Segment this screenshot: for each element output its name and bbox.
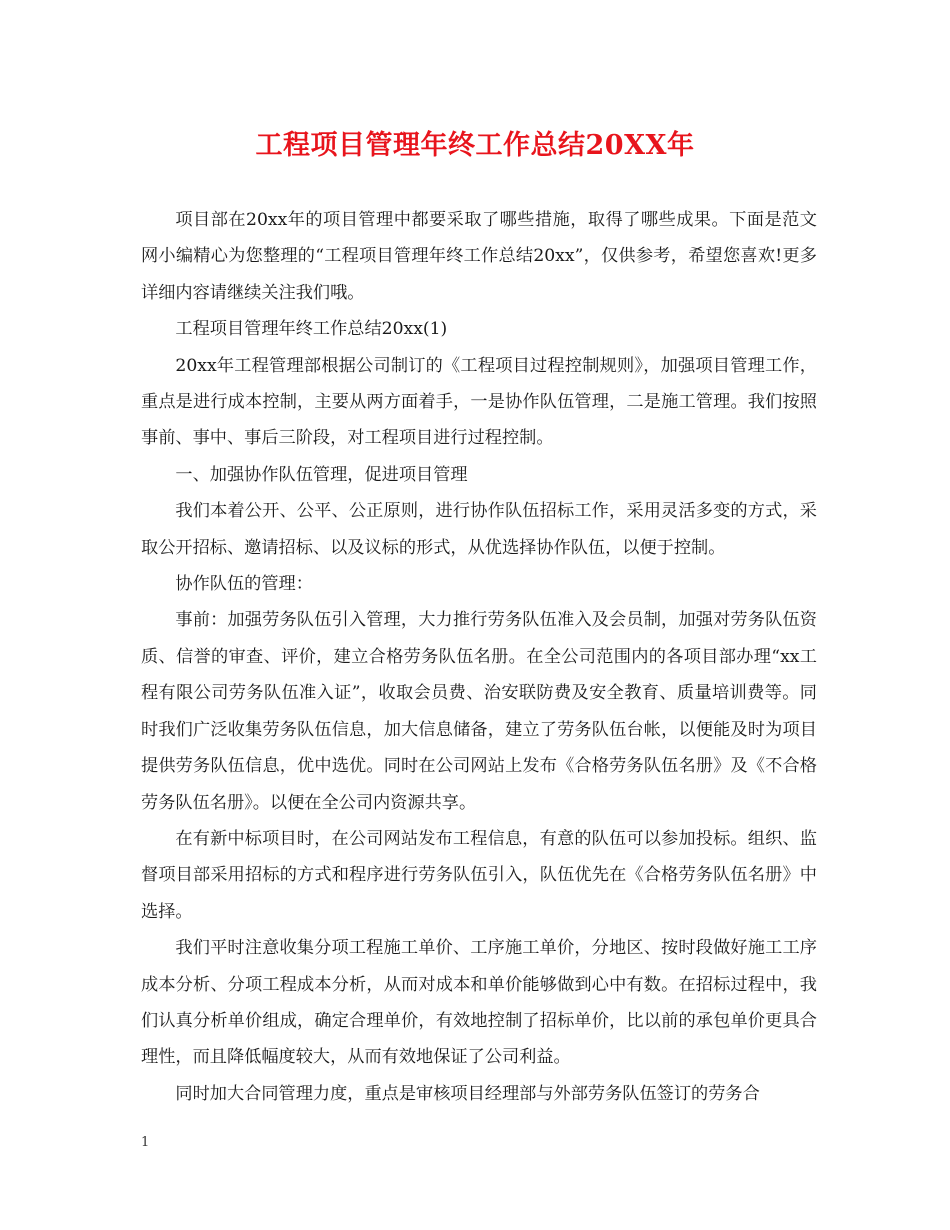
paragraph: 20xx年工程管理部根据公司制订的《工程项目过程控制规则》，加强项目管理工作，重点是进行成本控制，主要从两方面着手，一是协作队伍管理，二是施工管理。我们按照事前、事中、事后三阶段，对工程项目进行过程控制。: [141, 355, 817, 449]
document-title: 工程项目管理年终工作总结20XX年: [255, 130, 695, 161]
paragraph: 在有新中标项目时，在公司网站发布工程信息，有意的队伍可以参加投标。组织、监督项目部采用招标的方式和程序进行劳务队伍引入，队伍优先在《合格劳务队伍名册》中选择。: [141, 828, 817, 922]
paragraph: 我们平时注意收集分项工程施工单价、工序施工单价，分地区、按时段做好施工工序成本分析、分项工程成本分析，从而对成本和单价能够做到心中有数。在招标过程中，我们认真分析单价组成，确定合理单价，有效地控制了招标单价，比以前的承包单价更具合理性，而且降低幅度较大，从而有效地保证了公司利益。: [141, 938, 817, 1068]
paragraph: 我们本着公开、公平、公正原则，进行协作队伍招标工作，采用灵活多变的方式，采取公开招标、邀请招标、以及议标的形式，从优选择协作队伍，以便于控制。: [141, 501, 817, 558]
paragraph: 事前：加强劳务队伍引入管理，大力推行劳务队伍准入及会员制，加强对劳务队伍资质、信誉的审查、评价，建立合格劳务队伍名册。在全公司范围内的各项目部办理“xx工程有限公司劳务队伍准入证”，收取会员费、治安联防费及安全教育、质量培训费等。同时我们广泛收集劳务队伍信息，加大信息储备，建立了劳务队伍台帐，以便能及时为项目提供劳务队伍信息，优中选优。同时在公司网站上发布《合格劳务队伍名册》及《不合格劳务队伍名册》。以便在全公司内资源共享。: [141, 610, 817, 813]
page-number: 1: [141, 1135, 150, 1150]
paragraph: 项目部在20xx年的项目管理中都要采取了哪些措施，取得了哪些成果。下面是范文网小编精心为您整理的“工程项目管理年终工作总结20xx”，仅供参考，希望您喜欢!更多详细内容请继续关注我们哦。: [141, 210, 817, 303]
paragraph: 同时加大合同管理力度，重点是审核项目经理部与外部劳务队伍签订的劳务合: [175, 1083, 760, 1104]
section-heading: 一、加强协作队伍管理，促进项目管理: [175, 464, 468, 485]
document-body: [141, 202, 817, 1112]
sub-heading: 协作队伍的管理：: [175, 574, 313, 595]
section-heading: 工程项目管理年终工作总结20xx(1): [175, 319, 448, 340]
